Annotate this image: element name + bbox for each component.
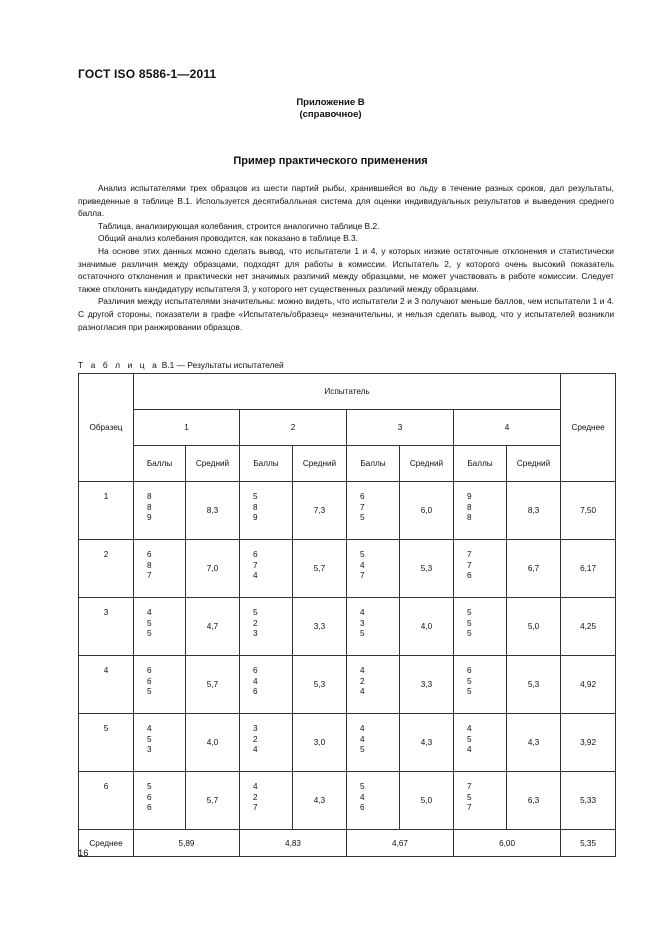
mean-cell: 6,7 [507, 540, 561, 598]
score-value: 8 [147, 560, 152, 570]
mean-cell: 5,7 [186, 772, 240, 830]
totals-row [79, 830, 616, 857]
totals-label: Среднее [79, 830, 134, 857]
header-mean: Средний [186, 446, 240, 482]
average-cell: 6,17 [561, 540, 616, 598]
header-tester-number: 1 [134, 410, 240, 446]
score-value: 4 [360, 792, 365, 802]
score-value: 2 [360, 676, 365, 686]
mean-cell: 3,3 [293, 598, 347, 656]
table-caption-prefix: Т а б л и ц а [78, 360, 160, 370]
score-value: 4 [360, 734, 365, 744]
header-scores: Баллы [134, 446, 186, 482]
score-value: 7 [147, 571, 152, 580]
average-cell: 4,25 [561, 598, 616, 656]
scores-cell [134, 540, 186, 598]
paragraph: Таблица, анализирующая колебания, строится аналогично таблице В.2. [98, 220, 380, 231]
mean-cell: 4,3 [293, 772, 347, 830]
mean-cell: 4,0 [186, 714, 240, 772]
score-value: 6 [147, 550, 152, 559]
score-value: 5 [360, 745, 365, 754]
header-mean: Средний [400, 446, 454, 482]
score-value: 5 [467, 792, 472, 802]
table-caption-title: В.1 — Результаты испытателей [161, 360, 284, 370]
score-value: 5 [467, 676, 472, 686]
score-value: 5 [253, 492, 258, 501]
score-value: 4 [360, 608, 365, 617]
score-value: 4 [253, 782, 258, 791]
sample-cell: 4 [79, 656, 134, 714]
scores-cell [454, 772, 507, 830]
scores-cell [347, 714, 400, 772]
mean-cell: 5,3 [293, 656, 347, 714]
score-value: 5 [360, 782, 365, 791]
score-value: 4 [360, 666, 365, 675]
score-value: 6 [147, 666, 152, 675]
mean-cell: 6,3 [507, 772, 561, 830]
scores-cell [347, 482, 400, 540]
paragraph: На основе этих данных можно сделать вывод, что испытатели 1 и 4, у которых низкие остаточные отклонения и статистически значимые различия между образцами, подходят для работы в комиссии. Испытатель 2, у которого очень высокий показатель остаточного отклонения и практически нет значимых различий между образцами, не может участвовать в работе комиссии. Следует также отклонить кандидатуру испытателя 3, у которого нет существенных различий между образцами. [78, 245, 614, 294]
results-table [78, 373, 616, 857]
score-value: 4 [360, 560, 365, 570]
score-value: 5 [467, 734, 472, 744]
document-header: ГОСТ ISO 8586-1—2011 [78, 67, 217, 81]
score-value: 9 [147, 513, 152, 522]
scores-cell [134, 772, 186, 830]
score-value: 5 [467, 608, 472, 617]
score-value: 3 [147, 745, 152, 754]
mean-cell: 4,3 [507, 714, 561, 772]
score-value: 5 [360, 550, 365, 559]
header-scores: Баллы [454, 446, 507, 482]
mean-cell: 5,7 [186, 656, 240, 714]
score-value: 6 [253, 550, 258, 559]
table-header-row [79, 410, 616, 446]
body-text [78, 182, 614, 333]
tester-average-cell: 5,89 [134, 830, 240, 857]
score-value: 8 [147, 502, 152, 512]
scores-cell [240, 714, 293, 772]
scores-cell [240, 540, 293, 598]
average-cell: 5,33 [561, 772, 616, 830]
score-value: 6 [147, 792, 152, 802]
mean-cell: 3,0 [293, 714, 347, 772]
score-value: 5 [360, 513, 365, 522]
score-value: 8 [467, 513, 472, 522]
sample-cell: 2 [79, 540, 134, 598]
mean-cell: 6,0 [400, 482, 454, 540]
scores-cell [454, 714, 507, 772]
score-value: 7 [467, 560, 472, 570]
scores-cell [240, 598, 293, 656]
score-value: 5 [147, 629, 152, 638]
scores-cell [454, 540, 507, 598]
score-value: 2 [253, 618, 258, 628]
table-row [79, 540, 616, 598]
score-value: 4 [467, 724, 472, 733]
table-row [79, 598, 616, 656]
mean-cell: 4,0 [400, 598, 454, 656]
mean-cell: 3,3 [400, 656, 454, 714]
score-value: 5 [147, 734, 152, 744]
header-average: Среднее [561, 374, 616, 482]
average-cell: 4,92 [561, 656, 616, 714]
score-value: 7 [253, 803, 258, 812]
score-value: 6 [360, 492, 365, 501]
table-row [79, 714, 616, 772]
score-value: 9 [253, 513, 258, 522]
score-value: 5 [467, 629, 472, 638]
score-value: 6 [467, 666, 472, 675]
paragraph: Общий анализ колебания проводится, как показано в таблице В.3. [98, 233, 358, 244]
scores-cell [347, 540, 400, 598]
score-value: 5 [147, 687, 152, 696]
page-number: 16 [78, 848, 89, 859]
tester-average-cell: 4,67 [347, 830, 454, 857]
header-mean: Средний [293, 446, 347, 482]
score-value: 6 [147, 803, 152, 812]
average-cell: 3,92 [561, 714, 616, 772]
mean-cell: 8,3 [507, 482, 561, 540]
annex-note: (справочное) [299, 109, 362, 120]
score-value: 4 [253, 571, 258, 580]
table-row [79, 772, 616, 830]
score-value: 7 [467, 782, 472, 791]
scores-cell [134, 598, 186, 656]
score-value: 4 [147, 724, 152, 733]
score-value: 3 [253, 629, 258, 638]
section-heading: Пример практического применения [233, 155, 428, 167]
scores-cell [347, 772, 400, 830]
score-value: 6 [360, 803, 365, 812]
score-value: 5 [467, 618, 472, 628]
tester-average-cell: 6,00 [454, 830, 561, 857]
score-value: 3 [360, 618, 365, 628]
score-value: 2 [253, 792, 258, 802]
table-row [79, 482, 616, 540]
annex-block [0, 97, 661, 121]
paragraph: Различия между испытателями значительны: можно видеть, что испытатели 2 и 3 получают меньше баллов, чем испытатели 1 и 4. С другой стороны, показатели в графе «Испытатель/образец» незначительны, и нельзя сделать вывод, что у испытателей возникли разногласия при ранжировании образцов. [78, 296, 614, 332]
score-value: 6 [253, 687, 258, 696]
scores-cell [454, 598, 507, 656]
mean-cell: 5,0 [507, 598, 561, 656]
header-tester-number: 2 [240, 410, 347, 446]
score-value: 7 [253, 560, 258, 570]
grand-average-cell: 5,35 [561, 830, 616, 857]
score-value: 4 [360, 687, 365, 696]
score-value: 7 [360, 571, 365, 580]
table-caption [78, 360, 284, 370]
scores-cell [134, 482, 186, 540]
header-tester-number: 3 [347, 410, 454, 446]
scores-cell [134, 714, 186, 772]
score-value: 6 [253, 666, 258, 675]
score-value: 5 [147, 782, 152, 791]
score-value: 9 [467, 492, 472, 501]
scores-cell [134, 656, 186, 714]
table-header-row [79, 446, 616, 482]
paragraph: Анализ испытателями трех образцов из шести партий рыбы, хранившейся во льду в течение разных сроков, дал результаты, приведенные в таблице В.1. Используется десятибалльная система для оценки индивидуальных результатов и выведения среднего балла. [78, 183, 614, 219]
table-row [79, 656, 616, 714]
score-value: 4 [360, 724, 365, 733]
table-header-row [79, 374, 616, 410]
score-value: 7 [360, 502, 365, 512]
mean-cell: 4,3 [400, 714, 454, 772]
score-value: 4 [467, 745, 472, 754]
score-value: 5 [360, 629, 365, 638]
score-value: 8 [467, 502, 472, 512]
score-value: 4 [147, 608, 152, 617]
mean-cell: 5,7 [293, 540, 347, 598]
scores-cell [240, 482, 293, 540]
scores-cell [347, 598, 400, 656]
scores-cell [347, 656, 400, 714]
annex-title: Приложение В [296, 97, 365, 108]
score-value: 2 [253, 734, 258, 744]
scores-cell [454, 482, 507, 540]
score-value: 3 [253, 724, 258, 733]
score-value: 4 [253, 676, 258, 686]
header-mean: Средний [507, 446, 561, 482]
scores-cell [240, 772, 293, 830]
tester-average-cell: 4,83 [240, 830, 347, 857]
score-value: 7 [467, 550, 472, 559]
mean-cell: 8,3 [186, 482, 240, 540]
score-value: 4 [253, 745, 258, 754]
sample-cell: 3 [79, 598, 134, 656]
score-value: 6 [147, 676, 152, 686]
score-value: 6 [467, 571, 472, 580]
mean-cell: 5,3 [507, 656, 561, 714]
mean-cell: 7,3 [293, 482, 347, 540]
score-value: 7 [467, 803, 472, 812]
sample-cell: 6 [79, 772, 134, 830]
mean-cell: 7,0 [186, 540, 240, 598]
mean-cell: 4,7 [186, 598, 240, 656]
score-value: 5 [147, 618, 152, 628]
score-value: 5 [253, 608, 258, 617]
header-tester-number: 4 [454, 410, 561, 446]
score-value: 8 [147, 492, 152, 501]
scores-cell [454, 656, 507, 714]
score-value: 8 [253, 502, 258, 512]
header-scores: Баллы [347, 446, 400, 482]
scores-cell [240, 656, 293, 714]
average-cell: 7,50 [561, 482, 616, 540]
mean-cell: 5,3 [400, 540, 454, 598]
mean-cell: 5,0 [400, 772, 454, 830]
score-value: 5 [467, 687, 472, 696]
sample-cell: 1 [79, 482, 134, 540]
header-tester: Испытатель [134, 374, 561, 410]
header-sample: Образец [79, 374, 134, 482]
header-scores: Баллы [240, 446, 293, 482]
sample-cell: 5 [79, 714, 134, 772]
